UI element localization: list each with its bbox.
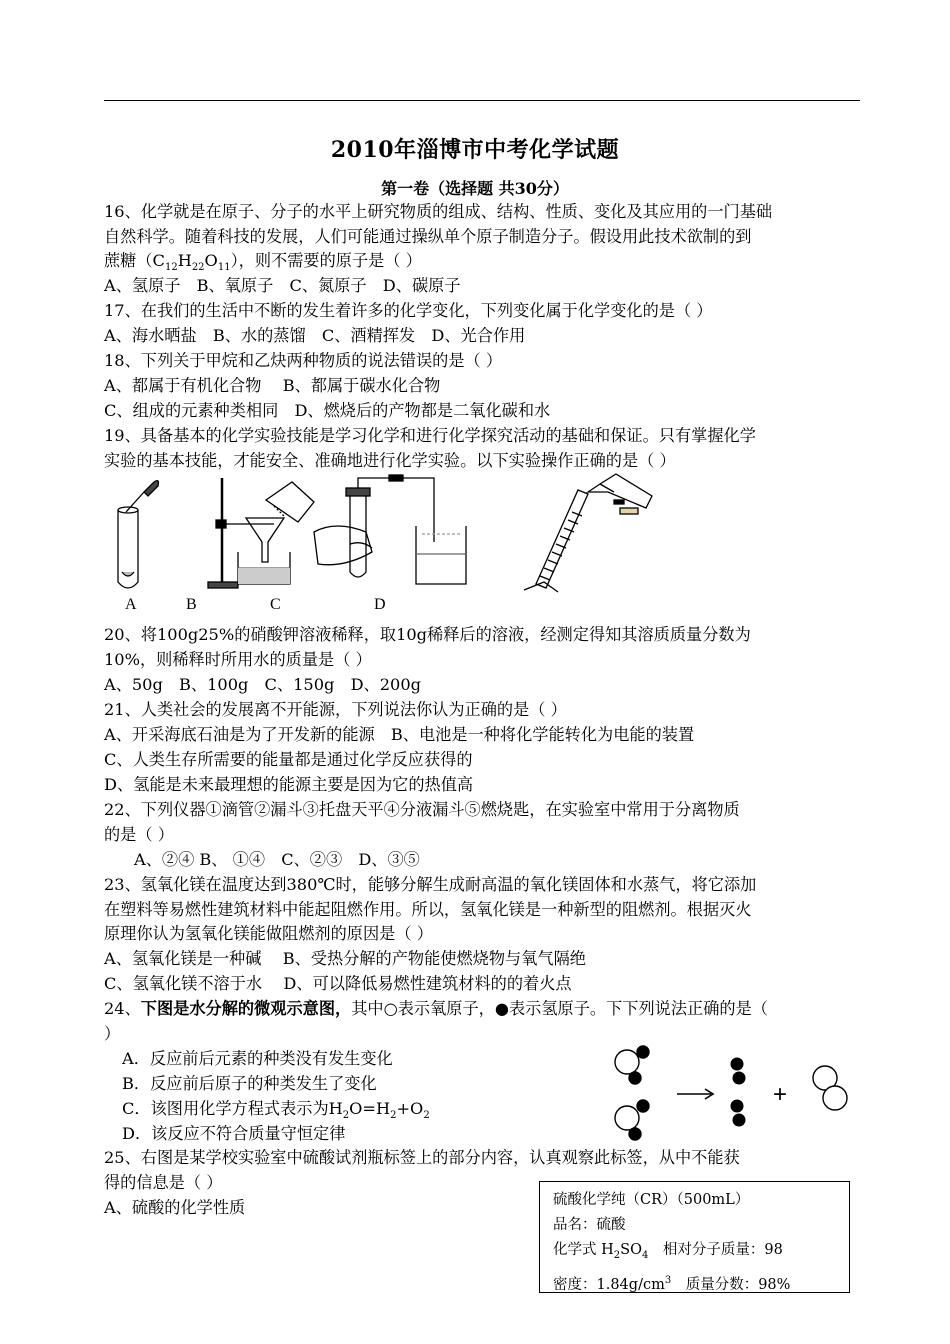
graduated-cylinder-pouring-illustration [524, 474, 652, 592]
figure-label-a: A [125, 596, 137, 613]
q24-option-b: B．反应前后原子的种类发生了变化 [122, 1074, 377, 1093]
filtration-stand-illustration [208, 478, 314, 588]
page-title: 2010年淄博市中考化学试题 [330, 137, 620, 163]
q18-line1: 18、下列关于甲烷和乙炔两种物质的说法错误的是（ ） [104, 351, 503, 370]
water-molecule-2 [615, 1100, 649, 1140]
q16-line3: 蔗糖$(C_{12}H_{22}O_{11})$，则不需要的原子是（ ） [104, 251, 422, 274]
plus-sign: + [773, 1081, 788, 1108]
q16-line1: 16、化学就是在原子、分子的水平上研究物质的组成、结构、性质、变化及其应用的一门基础 [104, 202, 773, 221]
q21-line1: 21、人类社会的发展离不开能源，下列说法你认为正确的是（ ） [104, 700, 567, 719]
q20-line2: 10%，则稀释时所用水的质量是（ ） [104, 650, 372, 669]
section-title: 第一卷（选择题 共30分） [381, 179, 569, 198]
label-row-formula: 化学式 $H_2SO_4$ 相对分子质量：98 [553, 1242, 783, 1261]
q19-line1: 19、具备基本的化学实验技能是学习化学和进行化学探究活动的基础和保证。只有掌握化学 [104, 426, 756, 445]
q20-options: A、50g B、100g C、150g D、200g [104, 675, 421, 694]
gas-tightness-check-illustration [314, 475, 466, 584]
top-rule [104, 100, 860, 101]
q23-line1: 23、氢氧化镁在温度达到380℃时，能够分解生成耐高温的氧化镁固体和水蒸气，将它添加 [104, 875, 757, 894]
q23-option-ab: A、氢氧化镁是一种碱 B、受热分解的产物能使燃烧物与氧气隔绝 [104, 949, 586, 968]
q17-line1: 17、在我们的生活中不断的发生着许多的化学变化，下列变化属于化学变化的是（ ） [104, 301, 713, 320]
q19-line2: 实验的基本技能，才能安全、准确地进行化学实验。以下实验操作正确的是（ ） [104, 451, 676, 470]
q18-option-cd: C、组成的元素种类相同 D、燃烧后的产物都是二氧化碳和水 [104, 401, 551, 420]
label-row-density: 密度：$1.84g/cm^3$ 质量分数：98% [553, 1274, 791, 1293]
q18-option-ab: A、都属于有机化合物 B、都属于碳水化合物 [104, 376, 441, 395]
water-molecule-1 [615, 1046, 649, 1084]
q21-option-ab: A、开采海底石油是为了开发新的能源 B、电池是一种将化学能转化为电能的装置 [104, 725, 695, 744]
q23-option-cd: C、氢氧化镁不溶于水 D、可以降低易燃性建筑材料的的着火点 [104, 974, 572, 993]
q16-line2: 自然科学。随着科技的发展，人们可能通过操纵单个原子制造分子。假设用此技术欲制的到 [104, 227, 752, 246]
reaction-arrow [677, 1089, 713, 1099]
q23-line2: 在塑料等易燃性建筑材料中能起阻燃作用。所以，氢氧化镁是一种新型的阻燃剂。根据灭火 [104, 900, 752, 919]
label-row-name: 品名：硫酸 [553, 1217, 626, 1233]
q23-line3: 原理你认为氢氧化镁能做阻燃剂的原因是（ ） [104, 924, 433, 943]
oxygen-molecule [813, 1066, 847, 1110]
q24-option-d: D．该反应不符合质量守恒定律 [122, 1124, 346, 1143]
q21-option-d: D、氢能是未来最理想的能源主要是因为它的热值高 [104, 775, 474, 794]
figure-label-b: B [186, 596, 197, 613]
q20-line1: 20、将100g25%的硝酸钾溶液稀释，取10g稀释后的溶液，经测定得知其溶质质量分数为 [104, 625, 751, 644]
figure-label-c: C [270, 596, 281, 613]
q24-line2: ） [104, 1024, 121, 1043]
q22-line2: 的是（ ） [104, 825, 174, 844]
q25-line1: 25、右图是某学校实验室中硫酸试剂瓶标签上的部分内容，认真观察此标签，从中不能获 [104, 1148, 740, 1167]
q22-options: A、②④ B、 ①④ C、②③ D、③⑤ [134, 850, 420, 869]
q24-option-c: C．该图用化学方程式表示为$H_2O=H_2+O_2$ [122, 1099, 430, 1122]
label-row-grade: 硫酸化学纯（CR）（500mL） [553, 1192, 750, 1208]
q24-option-a: A．反应前后元素的种类没有发生变化 [122, 1049, 393, 1068]
lab-operations-figure [104, 472, 684, 597]
hydrogen-molecules [731, 1058, 746, 1127]
q16-options: A、氢原子 B、氧原子 C、氮原子 D、碳原子 [104, 276, 461, 295]
water-decomposition-diagram [605, 1040, 855, 1145]
sulfuric-acid-bottle-label [539, 1181, 850, 1293]
figure-label-d: D [374, 596, 386, 613]
q22-line1: 22、下列仪器①滴管②漏斗③托盘天平④分液漏斗⑤燃烧匙，在实验室中常用于分离物质 [104, 800, 740, 819]
q17-options: A、海水晒盐 B、水的蒸馏 C、酒精挥发 D、光合作用 [104, 326, 526, 345]
q25-line2: 得的信息是（ ） [104, 1173, 223, 1192]
test-tube-dropper-illustration [118, 481, 159, 588]
q21-option-c: C、人类生存所需要的能量都是通过化学反应获得的 [104, 750, 473, 769]
q24-line1: 24、下图是水分解的微观示意图，其中○表示氧原子，●表示氢原子。下下列说法正确的是（ [104, 999, 768, 1018]
q25-option-a: A、硫酸的化学性质 [104, 1198, 246, 1217]
